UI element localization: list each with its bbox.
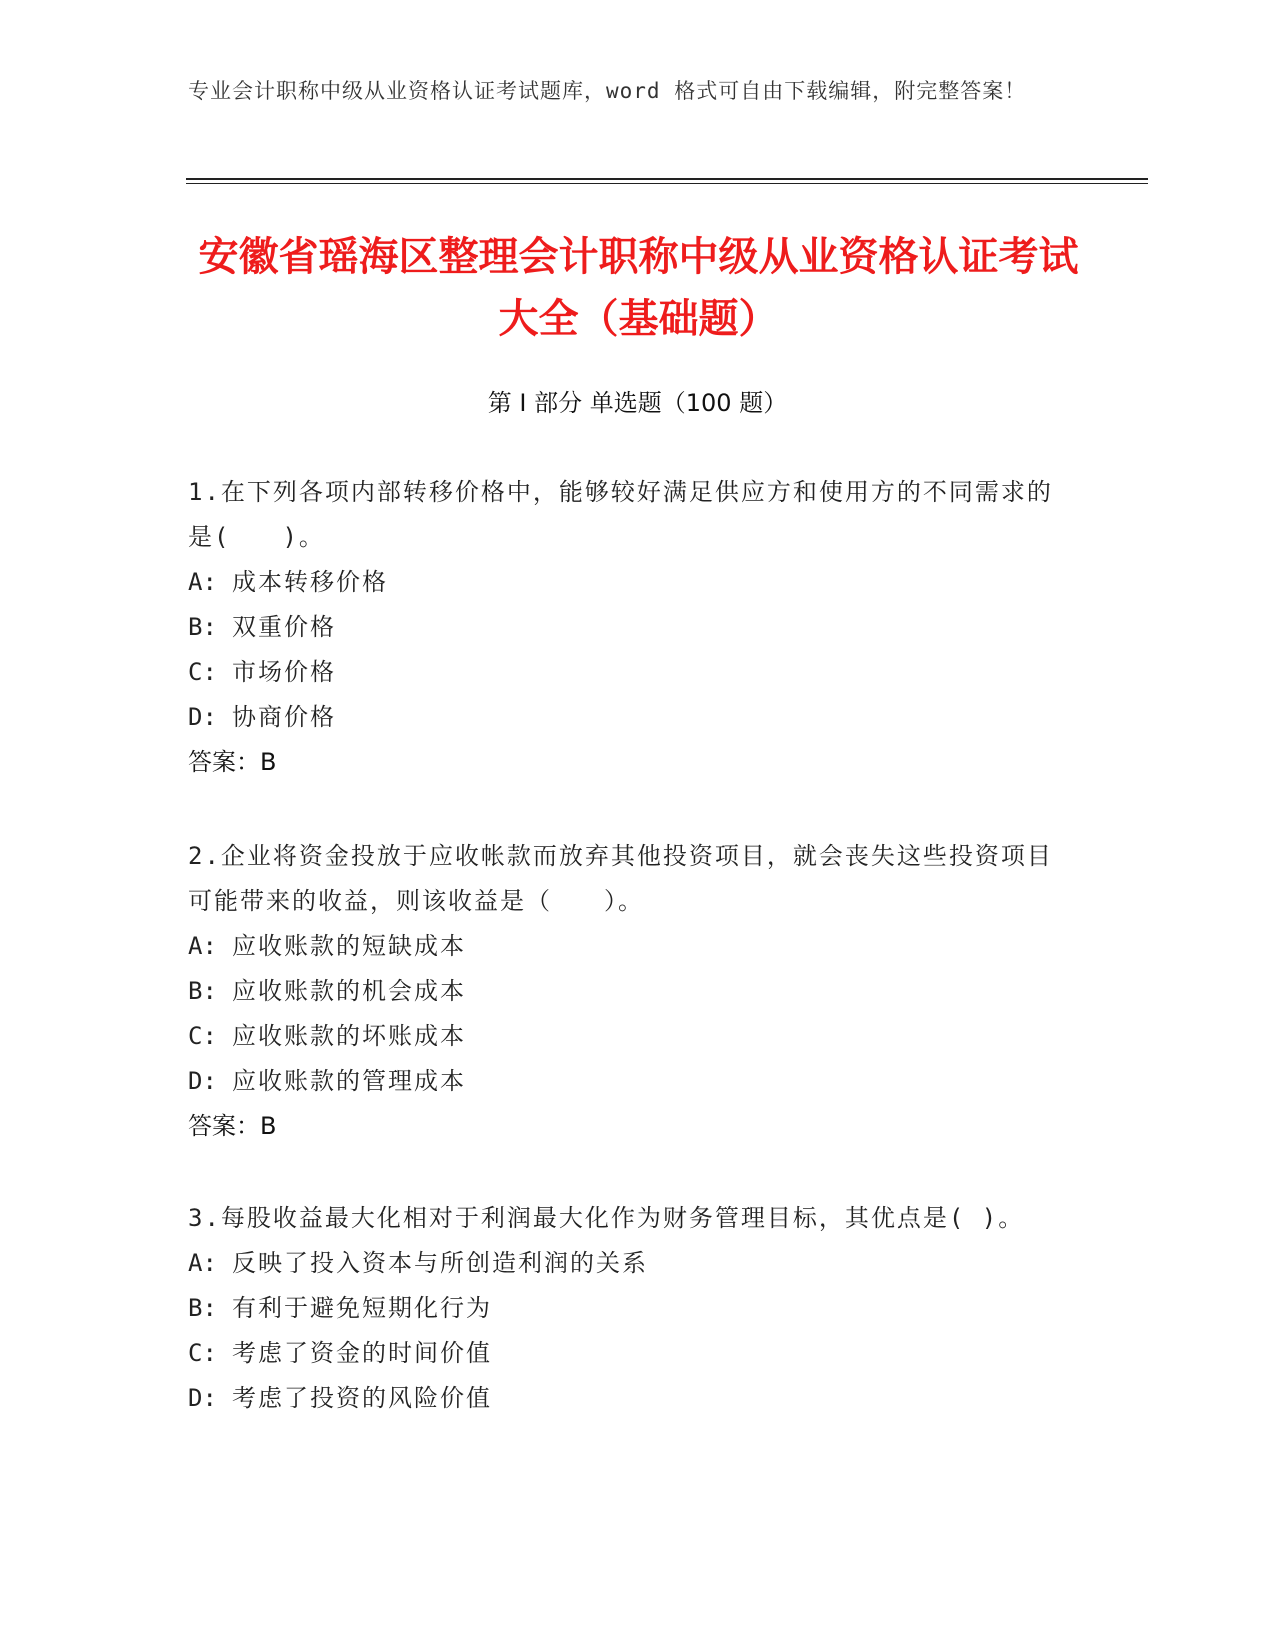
option-b [188, 1286, 1068, 1331]
option-key: B: [188, 613, 217, 641]
question-1 [188, 470, 1068, 785]
option-text: 市场价格 [232, 658, 336, 686]
option-text: 应收账款的机会成本 [232, 977, 466, 1005]
option-a [188, 1241, 1068, 1286]
document-title: 安徽省瑶海区整理会计职称中级从业资格认证考试大全（基础题） [198, 234, 1079, 342]
option-key: C: [188, 658, 217, 686]
option-b [188, 969, 1068, 1014]
option-text: 考虑了投资的风险价值 [232, 1384, 492, 1412]
option-key: B: [188, 1294, 217, 1322]
option-key: A: [188, 932, 217, 960]
option-key: A: [188, 1249, 217, 1277]
option-text: 有利于避免短期化行为 [232, 1294, 492, 1322]
option-key: B: [188, 977, 217, 1005]
option-c [188, 650, 1068, 695]
question-3 [188, 1196, 1068, 1421]
option-text: 应收账款的管理成本 [232, 1067, 466, 1095]
option-c [188, 1331, 1068, 1376]
option-text: 协商价格 [232, 703, 336, 731]
option-text: 应收账款的短缺成本 [232, 932, 466, 960]
option-text: 考虑了资金的时间价值 [232, 1339, 492, 1367]
option-key: D: [188, 1067, 217, 1095]
header-divider-thick [186, 178, 1148, 180]
option-text: 成本转移价格 [232, 568, 388, 596]
option-b [188, 605, 1068, 650]
option-a [188, 560, 1068, 605]
question-text: 3.每股收益最大化相对于利润最大化作为财务管理目标，其优点是( )。 [188, 1204, 1025, 1232]
question-2 [188, 834, 1068, 1149]
option-d [188, 1376, 1068, 1421]
option-text: 双重价格 [232, 613, 336, 641]
option-d [188, 1059, 1068, 1104]
option-a [188, 924, 1068, 969]
section-heading: 第 I 部分 单选题（100 题） [487, 389, 788, 417]
question-text: 1.在下列各项内部转移价格中，能够较好满足供应方和使用方的不同需求的是( )。 [188, 478, 1053, 551]
option-key: A: [188, 568, 217, 596]
option-key: D: [188, 703, 217, 731]
question-text: 2.企业将资金投放于应收帐款而放弃其他投资项目，就会丧失这些投资项目可能带来的收益，则该收益是（ ）。 [188, 842, 1053, 915]
option-d [188, 695, 1068, 740]
option-text: 反映了投入资本与所创造利润的关系 [232, 1249, 648, 1277]
option-key: C: [188, 1339, 217, 1367]
option-text: 应收账款的坏账成本 [232, 1022, 466, 1050]
header-divider-thin [186, 183, 1148, 184]
option-key: D: [188, 1384, 217, 1412]
option-key: C: [188, 1022, 217, 1050]
answer: 答案：B [188, 748, 277, 776]
header-note: 专业会计职称中级从业资格认证考试题库，word 格式可自由下载编辑，附完整答案！ [188, 79, 1027, 103]
option-c [188, 1014, 1068, 1059]
answer: 答案：B [188, 1112, 277, 1140]
